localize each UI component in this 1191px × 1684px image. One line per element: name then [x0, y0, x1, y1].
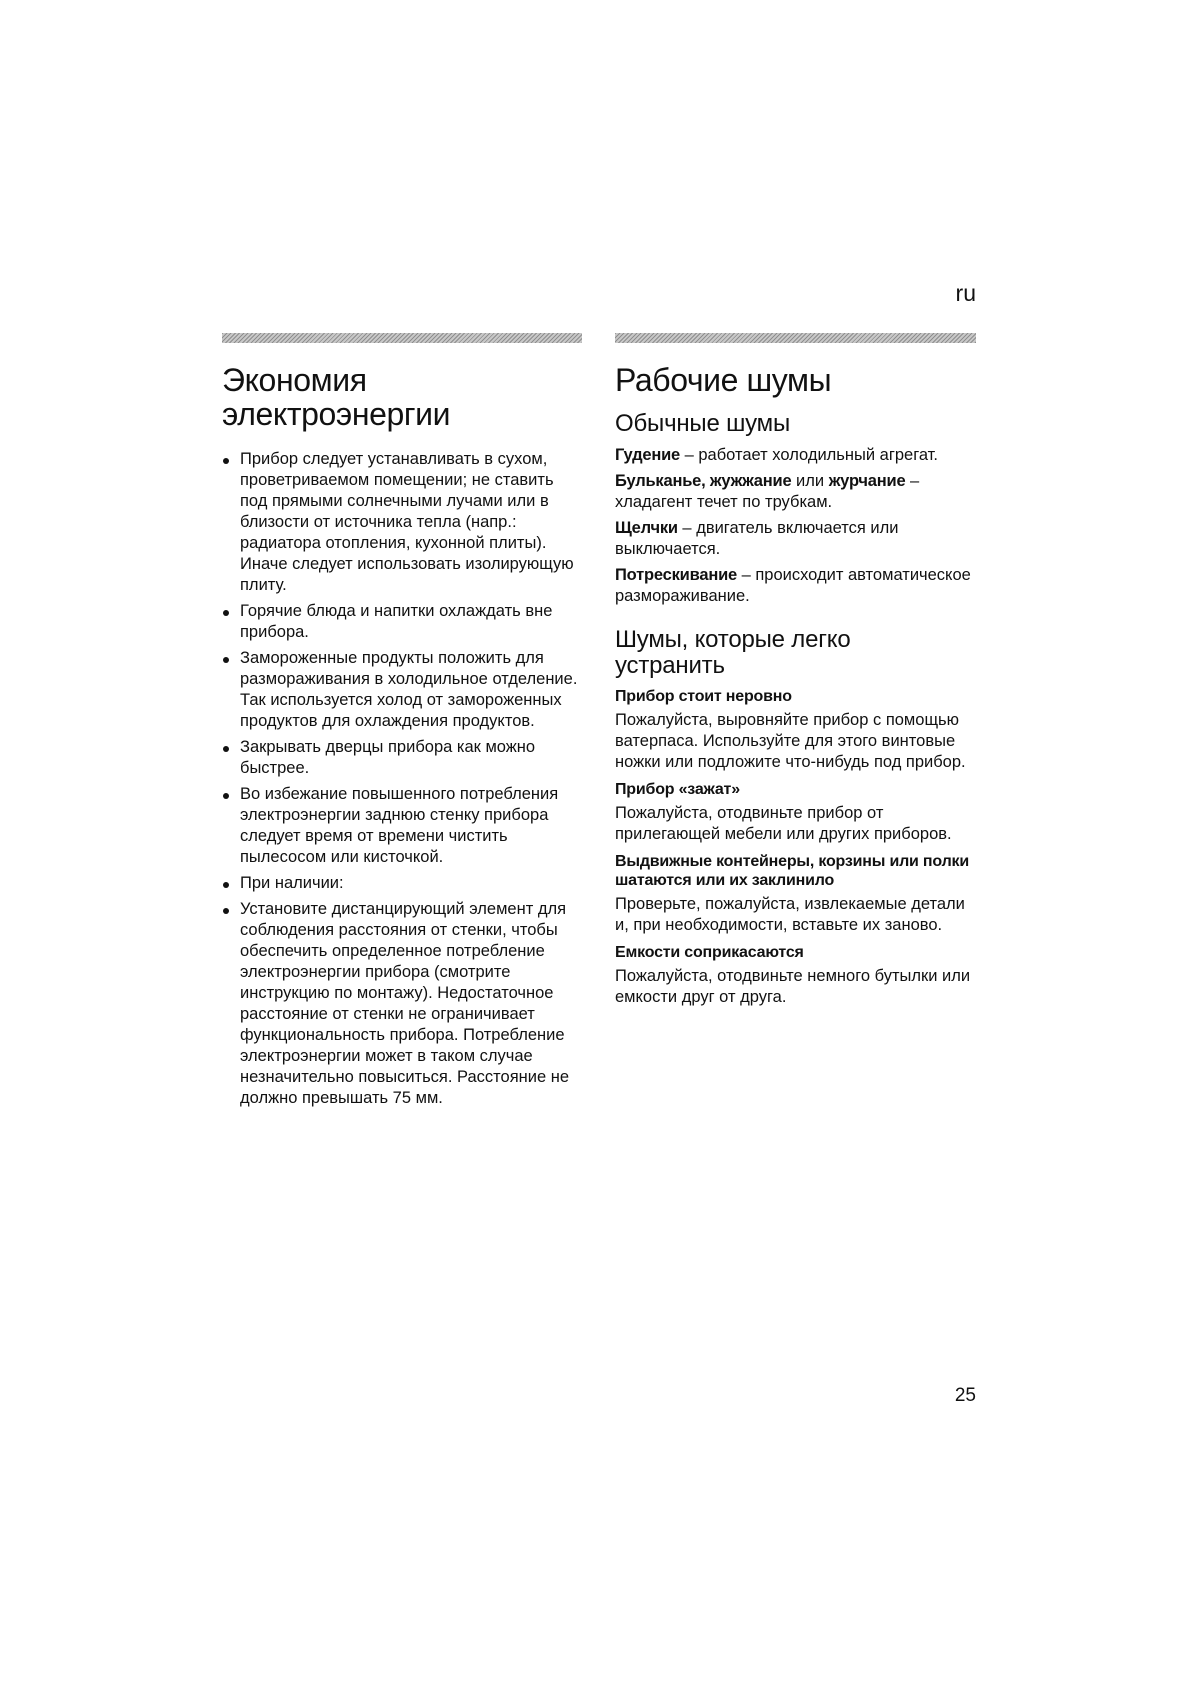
list-item — [222, 784, 582, 868]
language-code: ru — [955, 280, 976, 306]
noise-description: – работает холодильный агрегат. — [680, 446, 938, 464]
noise-term: Щелчки — [615, 519, 678, 537]
bullet-icon — [223, 882, 229, 888]
bullet-icon — [223, 657, 229, 663]
energy-tips-list — [222, 449, 582, 1109]
list-item-text: Установите дистанцирующий элемент для соблюдения расстояния от стенки, чтобы обеспечить определенное потребление электроэнергии прибора (смотрите инструкцию по монтажу). Недостаточное расстояние от стенки не ограничивает функциональность прибора. Потребление электроэнергии может в таком случае незначительно повыситься. Расстояние не должно превышать 75 мм. — [240, 900, 570, 1107]
bullet-icon — [223, 746, 229, 752]
list-item-text: Во избежание повышенного потребления электроэнергии заднюю стенку прибора следует время от времени чистить пылесосом или кисточкой. — [240, 785, 559, 866]
problem-title: Выдвижные контейнеры, корзины или полки шатаются или их заклинило — [615, 853, 969, 889]
problem-title: Прибор «зажат» — [615, 781, 740, 798]
problem-solution: Проверьте, пожалуйста, извлекаемые детали и, при необходимости, вставьте их заново. — [615, 895, 965, 934]
noise-item — [615, 565, 976, 607]
section-divider — [615, 333, 976, 343]
list-item — [222, 873, 582, 894]
noise-term: Гудение — [615, 446, 681, 464]
operating-noises-title: Рабочие шумы — [615, 362, 832, 398]
bullet-icon — [223, 610, 229, 616]
noise-term: Потрескивание — [615, 566, 738, 584]
noise-term: журчание — [828, 472, 906, 490]
list-item — [222, 899, 582, 1109]
problem-solution: Пожалуйста, отодвиньте прибор от прилегающей мебели или других приборов. — [615, 804, 952, 843]
noise-description: – двигатель включается или выключается. — [615, 519, 899, 558]
list-item — [222, 648, 582, 732]
list-item — [222, 449, 582, 596]
problem-solution: Пожалуйста, отодвиньте немного бутылки или емкости друг от друга. — [615, 967, 971, 1006]
page-number: 25 — [954, 1385, 976, 1406]
section-divider — [222, 333, 582, 343]
fixable-noises-heading: Шумы, которые легко устранить — [615, 626, 851, 679]
noise-description: – происходит автоматическое размораживание. — [615, 566, 971, 605]
operating-noises-section — [615, 333, 976, 1015]
noise-term: Бульканье, жужжание — [615, 472, 792, 490]
list-item — [222, 737, 582, 779]
problem-solution: Пожалуйста, выровняйте прибор с помощью ватерпаса. Используйте для этого винтовые ножки или подложите что-нибудь под прибор. — [615, 711, 966, 771]
bullet-icon — [223, 793, 229, 799]
list-item-text: Горячие блюда и напитки охлаждать вне прибора. — [240, 602, 553, 641]
noise-item — [615, 445, 976, 466]
problem-title: Емкости соприкасаются — [615, 944, 804, 961]
list-item-text: Прибор следует устанавливать в сухом, проветриваемом помещении; не ставить под прямыми солнечными лучами или в близости от источника тепла (напр.: радиатора отопления, кухонной плиты). Иначе следует использовать изолирующую плиту. — [240, 450, 574, 594]
energy-saving-section — [222, 333, 582, 1114]
problem-title: Прибор стоит неровно — [615, 688, 792, 705]
normal-noises-heading: Обычные шумы — [615, 410, 791, 437]
list-item — [222, 601, 582, 643]
noise-description: – хладагент течет по трубкам. — [615, 472, 920, 511]
noise-connector: или — [791, 472, 829, 490]
bullet-icon — [223, 458, 229, 464]
list-item-text: Закрывать дверцы прибора как можно быстрее. — [240, 738, 536, 777]
noise-item — [615, 471, 976, 513]
energy-saving-title: Экономия электроэнергии — [222, 362, 451, 432]
noise-item — [615, 518, 976, 560]
list-item-text: При наличии: — [240, 874, 344, 892]
bullet-icon — [223, 908, 229, 914]
list-item-text: Замороженные продукты положить для размораживания в холодильное отделение. Так используется холод от замороженных продуктов для охлаждения продуктов. — [240, 649, 578, 730]
